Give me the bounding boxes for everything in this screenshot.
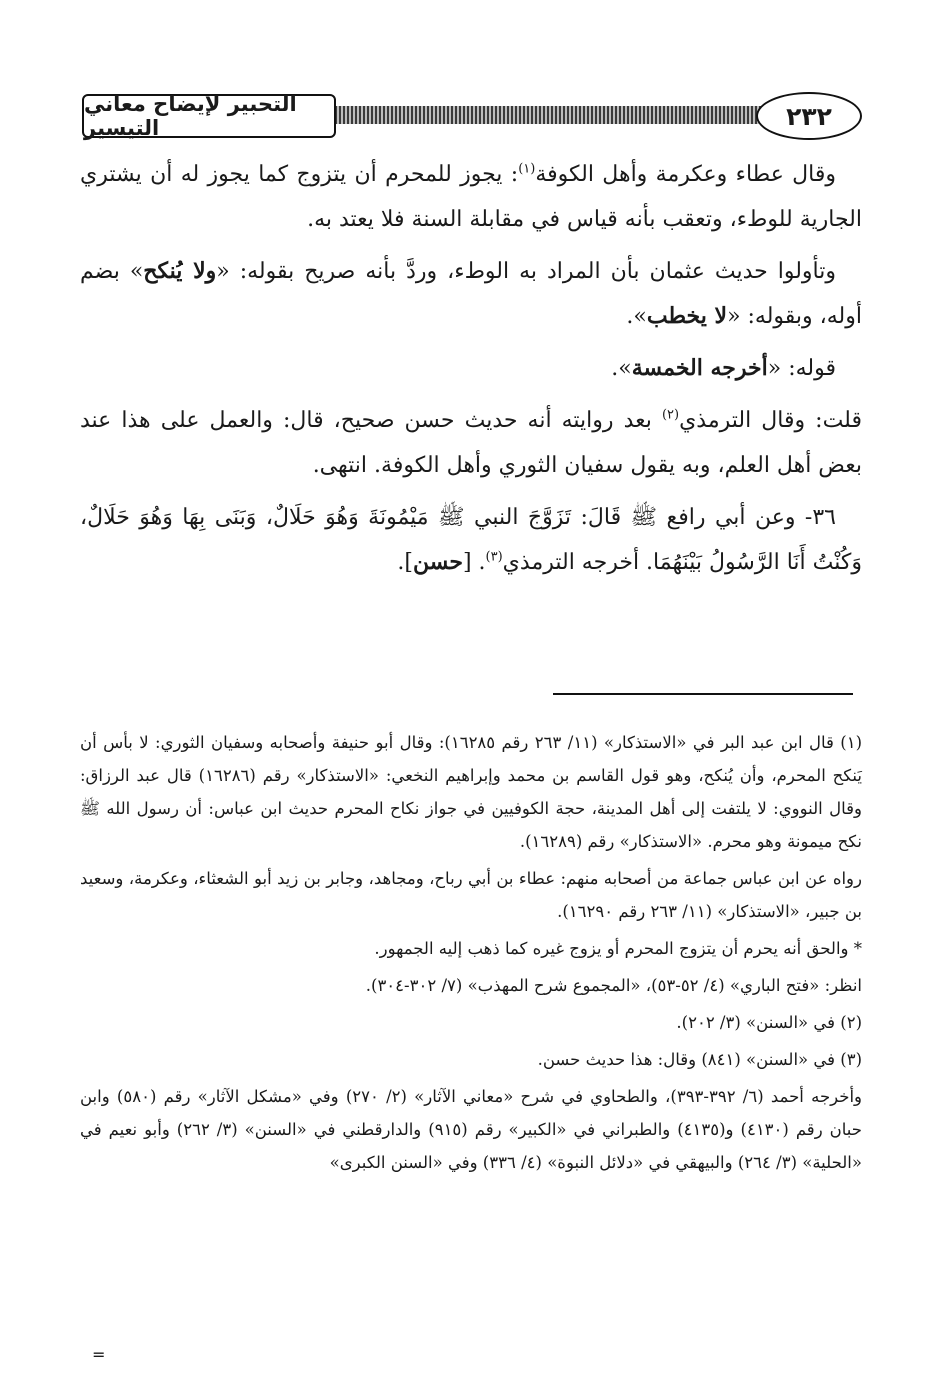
footnote: انظر: «فتح الباري» (٤/ ٥٢-٥٣)، «المجموع شرح المهذب» (٧/ ٣٠٢-٣٠٤). [365,976,862,995]
paragraph [80,398,862,488]
quoted-term: لا يخطب [646,303,728,329]
hadith-paragraph [80,495,862,585]
footnote: وأخرجه أحمد (٦/ ٣٩٢-٣٩٣)، والطحاوي في شرح «معاني الآثار» (٢/ ٢٧٠) وفي «مشكل الآثار» رقم (٥٨٠) وابن حبان رقم (٤١٣٠) و(٤١٣٥) والطبراني في «الكبير» رقم (٩١٥) والدارقطني في «السنن» (٣/ ٢٦٢) وأبو نعيم في «الحلية» (٣/ ٢٦٤) والبيهقي في «دلائل النبوة» (٤/ ٣٣٦) وفي «السنن الكبرى» [80,1087,862,1172]
main-text [80,152,862,592]
quoted-term: أخرجه الخمسة [631,355,768,381]
footnote: (١) قال ابن عبد البر في «الاستذكار» (١١/ ٢٦٣ رقم ١٦٢٨٥): وقال أبو حنيفة وأصحابه وسفيان الثوري: لا بأس أن يَنكح المحرم، وأن يُنكح، وهو قول القاسم بن محمد وإبراهيم النخعي: «الاستذكار» رقم (١٦٢٨٦) قال عبد الرزاق: وقال النووي: لا يلتفت إلى أهل المدينة، حجة الكوفيين في جواز نكاح المحرم حديث ابن عباس: أن رسول الله ﷺ نكح ميمونة وهو محرم. «الاستذكار» رقم (١٦٢٨٩). [80,733,863,851]
paragraph [80,346,862,391]
page-header [82,94,862,138]
grading-label: حسن [412,549,463,575]
text-run: ٣٦- وعن أبي رافع ﷺ قَالَ: تَزَوَّجَ النبي ﷺ مَيْمُونَةَ وَهُوَ حَلَالٌ، وَبَنَى بِهَا وَهُوَ حَلَالٌ، وَكُنْتُ أَنَا الرَّسُولُ بَيْنَهُمَا. أخرجه الترمذي [80,505,862,575]
footnote: (٢) في «السنن» (٣/ ٢٠٢). [676,1013,862,1032]
paragraph [80,249,862,339]
text-run: وقال عطاء وعكرمة وأهل الكوفة [535,162,837,187]
text-run: : يجوز للمحرم أن يتزوج كما يجوز له أن يشتري الجارية للوطء، وتعقب بأنه قياس في مقابلة السنة فلا يعتد به. [80,162,862,232]
text-run: . [ [462,550,486,575]
text-run: قوله: « [767,356,836,381]
text-run: ». [611,356,632,381]
paragraph [80,152,862,242]
footnote-ref[interactable]: (٢) [661,407,680,423]
text-run: ». [626,304,647,329]
footnote-separator [553,693,853,695]
text-run: » بضم أوله، وبقوله: « [80,259,862,329]
header-decorative-bar [327,106,807,124]
footnote-ref[interactable]: (١) [518,161,536,177]
footnote-ref[interactable]: (٣) [485,549,503,565]
footnote: (٣) في «السنن» (٨٤١) وقال: هذا حديث حسن. [537,1050,862,1069]
footnote: * والحق أنه يحرم أن يتزوج المحرم أو يزوج غيره كما ذهب إليه الجمهور. [374,939,862,958]
text-run: قلت: وقال الترمذي [679,408,862,433]
quoted-term: ولا يُنكح [143,258,217,284]
text-run: ]. [397,550,413,575]
footnotes [80,726,862,1183]
footnote: رواه عن ابن عباس جماعة من أصحابه منهم: عطاء بن أبي رباح، ومجاهد، وجابر بن زيد أبو الشعثاء، وعكرمة، وسعيد بن جبير، «الاستذكار» (١١/ ٢٦٣ رقم ١٦٢٩٠). [80,869,862,921]
text-run: وتأولوا حديث عثمان بأن المراد به الوطء، وردَّ بأنه صريح بقوله: « [216,259,836,284]
book-title: التحبير لإيضاح معاني التيسير [82,94,336,138]
continuation-mark: = [92,1345,106,1364]
page-number: ٢٣٢ [756,92,862,140]
text-run: بعد روايته أنه حديث حسن صحيح، قال: والعمل على هذا عند بعض أهل العلم، وبه يقول سفيان الثوري وأهل الكوفة. انتهى. [80,408,862,478]
